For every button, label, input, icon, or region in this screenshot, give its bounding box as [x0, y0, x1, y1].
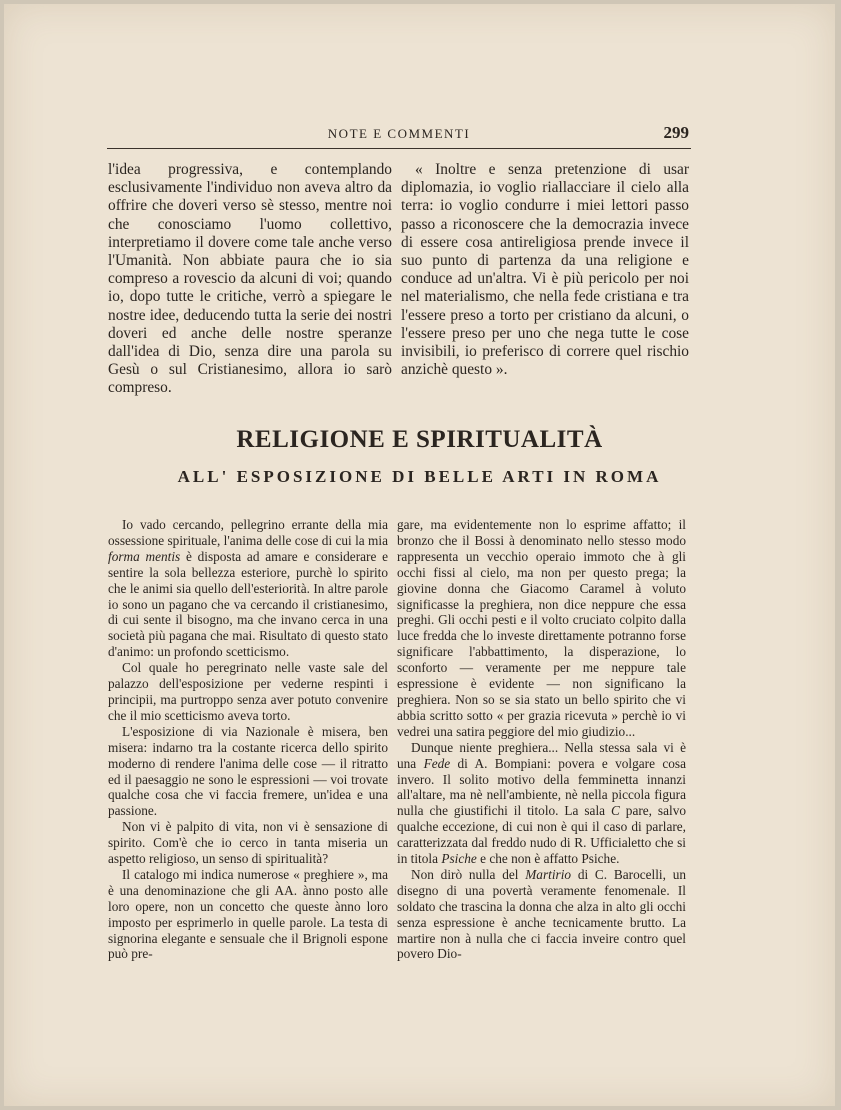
top-left-column [108, 161, 392, 398]
article-left-column [108, 517, 388, 962]
paragraph: Non vi è palpito di vita, non vi è sensazione di spirito. Com'è che io cerco in tanta miseria un aspetto religioso, un senso di spiritualità? [108, 819, 388, 867]
paragraph: Il catalogo mi indica numerose « preghiere », ma è una denominazione che gli AA. ànno posto alle loro opere, non un concetto che queste ànno loro imposto per esprimerlo in quelle parole. La testa di signorina elegante e sensuale che il Brignoli espone può pre- [108, 866, 388, 962]
article-title: RELIGIONE E SPIRITUALITÀ [236, 426, 603, 453]
text: di C. Barocelli, un disegno di una povertà veramente fenomenale. Il soldato che trascina la donna che alza in alto gli occhi senza espressione è anche tecnicamente brutto. La martire non à nulla che ci faccia inveire contro quel povero Dio- [397, 866, 687, 962]
paragraph: l'idea progressiva, e contemplando esclusivamente l'individuo non aveva altro da offrire che doveri verso sè stesso, mentre noi che conosciamo l'uomo collettivo, interpretiamo il dovere come tale anche verso l'Umanità. Non abbiate paura che io sia compreso a rovescio da alcuni di voi; quando io, dopo tutte le critiche, verrò a spiegare le nostre idee, deducendo tutta la serie dei nostri doveri ed anche delle nostre speranze dall'idea di Dio, senza dire una parola su Gesù o sul Cristianesimo, allora io sarò compreso. [108, 161, 392, 397]
text: Io vado cercando, pellegrino errante della mia ossessione spirituale, l'anima delle cose di cui la mia [108, 517, 388, 548]
paragraph: L'esposizione di via Nazionale è misera, ben misera: indarno tra la costante ricerca dello spirito moderno di rendere l'anima delle cose — il ritratto ed il paesaggio ne sono le espressioni — voi trovate qualche cosa che vi faccia fremere, un'idea e una passione. [108, 723, 388, 819]
article-right-column [397, 517, 686, 962]
text: è disposta ad amare e considerare e sentire la sola bellezza esteriore, purchè lo spirito che le animi sia quello dell'esteriorità. In altre parole io sono un pagano che va cercando il cristianesimo, di cui sente il bisogno, ma che invano cerca in una società più pagana che mai. Risultato di questo stato d'animo: un profondo scetticismo. [108, 548, 388, 660]
running-header [107, 122, 691, 149]
paragraph: « Inoltre e senza pretenzione di usar diplomazia, io voglio riallacciare il cielo alla terra: io voglio condurre i miei lettori passo passo a riconoscere che la democrazia invece di essere cosa antireligiosa prende invece il suo punto di partenza da una religione e conduce ad un'altra. Vi è più pericolo per noi nel materialismo, che nella fede cristiana e tra l'essere preso a torto per cristiano da alcuni, o l'essere preso per uno che nega tutte le cose invisibili, io preferisco di correre quel rischio anzichè questo ». [401, 161, 689, 379]
text: di A. Bompiani: povera e volgare cosa invero. Il solito motivo della femminetta innanzi all'altare, ma nè nell'ambiente, nè nella piccola figura nulla che giustifichi il titolo. La sala [397, 755, 686, 819]
article-subtitle: ALL' ESPOSIZIONE DI BELLE ARTI IN ROMA [177, 467, 662, 486]
text: e che non è affatto Psiche. [476, 851, 620, 867]
top-right-column [401, 161, 689, 379]
emphasis: C [610, 803, 620, 819]
emphasis: Fede [423, 755, 451, 771]
paragraph [397, 740, 686, 867]
paragraph: Col quale ho peregrinato nelle vaste sale del palazzo dell'esposizione per vederne respinti i principii, ma purtroppo senza aver potuto convenire che il mio scetticismo aveva torto. [108, 660, 388, 723]
emphasis: forma mentis [108, 548, 181, 564]
text: pare, salvo qualche eccezione, di cui non è qui il caso di parlare, caratterizzata dal freddo nudo di R. Ufficialetto che si in titola [397, 803, 686, 867]
page [4, 4, 835, 1106]
paragraph [397, 867, 686, 962]
paragraph: gare, ma evidentemente non lo esprime affatto; il bronzo che il Bossi à denominato nello stesso modo rappresenta un vecchio operaio immoto che à gli occhi fissi al cielo, ma non per questo prega; la giovine donna che Giacomo Caramel à voluto significasse la preghiera, non dice neppure che essa preghi. Gli occhi pesti e il volto cruciato colpito dalla luce fredda che lo investe direttamente potranno forse significare l'abbattimento, la disperazione, lo sconforto — veramente per me neppure tale espressione è evidente — non significano la preghiera. Non so se sia stato un bello spirito che vi abbia scritto sotto « per grazia ricevuta » perchè io vi vedrei una satira peggiore del mio giudizio... [397, 517, 686, 739]
paragraph [108, 517, 388, 660]
text: Non dirò nulla del [411, 866, 526, 882]
header-title: NOTE E COMMENTI [327, 126, 471, 141]
emphasis: Psiche [441, 851, 477, 867]
text: Dunque niente preghiera... Nella stessa sala vi è una [397, 739, 686, 771]
emphasis: Martirio [525, 866, 572, 882]
page-number: 299 [663, 123, 689, 142]
